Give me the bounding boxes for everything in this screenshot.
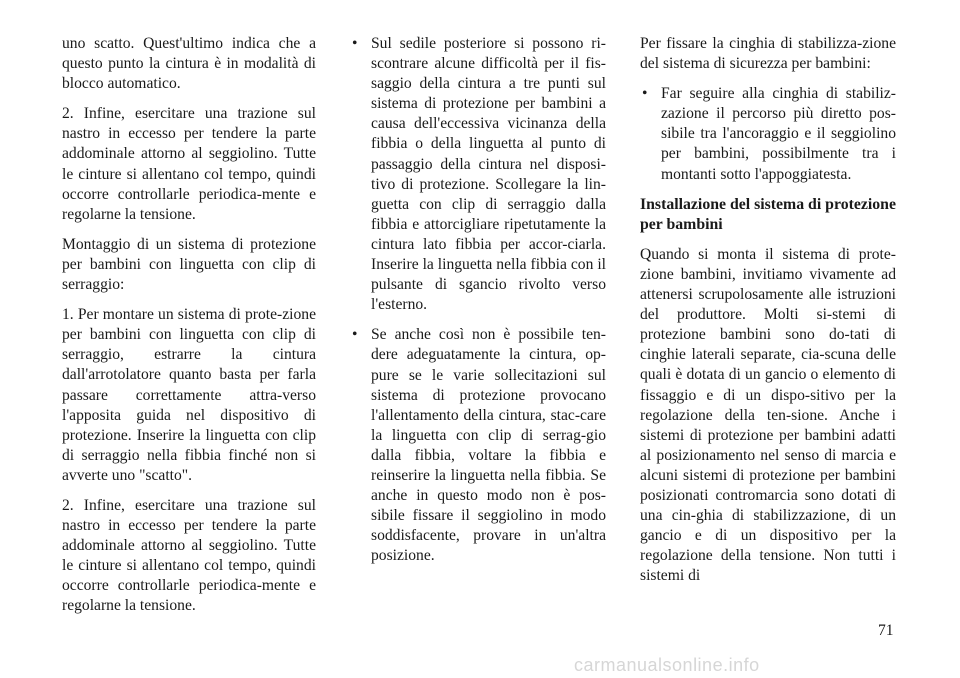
list-item: • Far seguire alla cinghia di stabiliz-zazione il percorso più diretto pos-sibile tra l'ancoraggio e il seggiolino per bambini, possibilmente tra i montanti sotto l'appoggiatesta. xyxy=(640,84,896,184)
list-item: • Se anche così non è possibile ten-dere adeguatamente la cintura, op-pure se le varie sollecitazioni sul sistema di protezione provocano l'allentamento della cintura, stac-care la linguetta con clip di serrag-gio dalla fibbia, voltare la fibbia e reinserire la linguetta nella fibbia. Se anche in questo modo non è pos-sibile fissare il seggiolino in modo soddisfacente, provare in un'altra posizione. xyxy=(350,325,606,566)
bullet-list xyxy=(350,34,606,566)
text-column-left xyxy=(62,34,316,627)
paragraph: 2. Infine, esercitare una trazione sul nastro in eccesso per tendere la parte addominale attorno al seggiolino. Tutte le cinture si allentano col tempo, quindi occorre controllarle periodica-mente e regolarne la tensione. xyxy=(62,496,316,615)
paragraph: uno scatto. Quest'ultimo indica che a questo punto la cintura è in modalità di blocco automatico. xyxy=(62,35,316,93)
text-column-right xyxy=(640,34,896,596)
list-item: • Sul sedile posteriore si possono ri-scontrare alcune difficoltà per il fis-saggio della cintura a tre punti sul sistema di protezione per bambini a causa dell'eccessiva vicinanza della fibbia o della linguetta al punto di passaggio della cintura nel disposi-tivo di protezione. Scollegare la lin-guetta con clip di serraggio dalla fibbia e attorcigliare ripetutamente la cintura lato fibbia per accor-ciarla. Inserire la linguetta nella fibbia con il pulsante di sgancio rivolto verso l'esterno. xyxy=(350,34,606,315)
paragraph: Per fissare la cinghia di stabilizza-zione del sistema di sicurezza per bambini: xyxy=(640,35,896,73)
bullet-list xyxy=(640,84,896,184)
section-heading: Installazione del sistema di protezione per bambini xyxy=(640,195,896,233)
paragraph: Montaggio di un sistema di protezione per bambini con linguetta con clip di serraggio: xyxy=(62,235,316,294)
paragraph: 1. Per montare un sistema di prote-zione per bambini con linguetta con clip di serraggio, estrarre la cintura dall'arrotolatore quanto basta per farla passare correttamente attra-verso l'apposita guida nel dispositivo di protezione. Inserire la linguetta con clip di serraggio nella fibbia finché non si avverte uno "scatto". xyxy=(62,306,316,484)
page-number: 71 xyxy=(878,622,894,639)
paragraph: 2. Infine, esercitare una trazione sul nastro in eccesso per tendere la parte addominale attorno al seggiolino. Tutte le cinture si allentano col tempo, quindi occorre controllarle periodica-mente e regolarne la tensione. xyxy=(62,105,316,223)
watermark: carmanualsonline.info xyxy=(574,655,760,675)
paragraph: Quando si monta il sistema di prote-zione bambini, invitiamo vivamente ad attenersi scrupolosamente alle istruzioni del produttore. Molti si-stemi di protezione bambini sono do-tati di cinghie laterali separate, cia-scuna delle quali è dotata di un gancio o elemento di fissaggio e di un dispo-sitivo per la regolazione della ten-sione. Anche i sistemi di protezione per bambini adatti al posizionamento nel senso di marcia e alcuni sistemi di protezione per bambini posizionati contromarcia sono dotati di una cin-ghia di stabilizzazione, di un gancio e di un dispositivo per la regolazione della tensione. Non tutti i sistemi di xyxy=(640,245,896,585)
text-column-middle xyxy=(350,34,606,576)
